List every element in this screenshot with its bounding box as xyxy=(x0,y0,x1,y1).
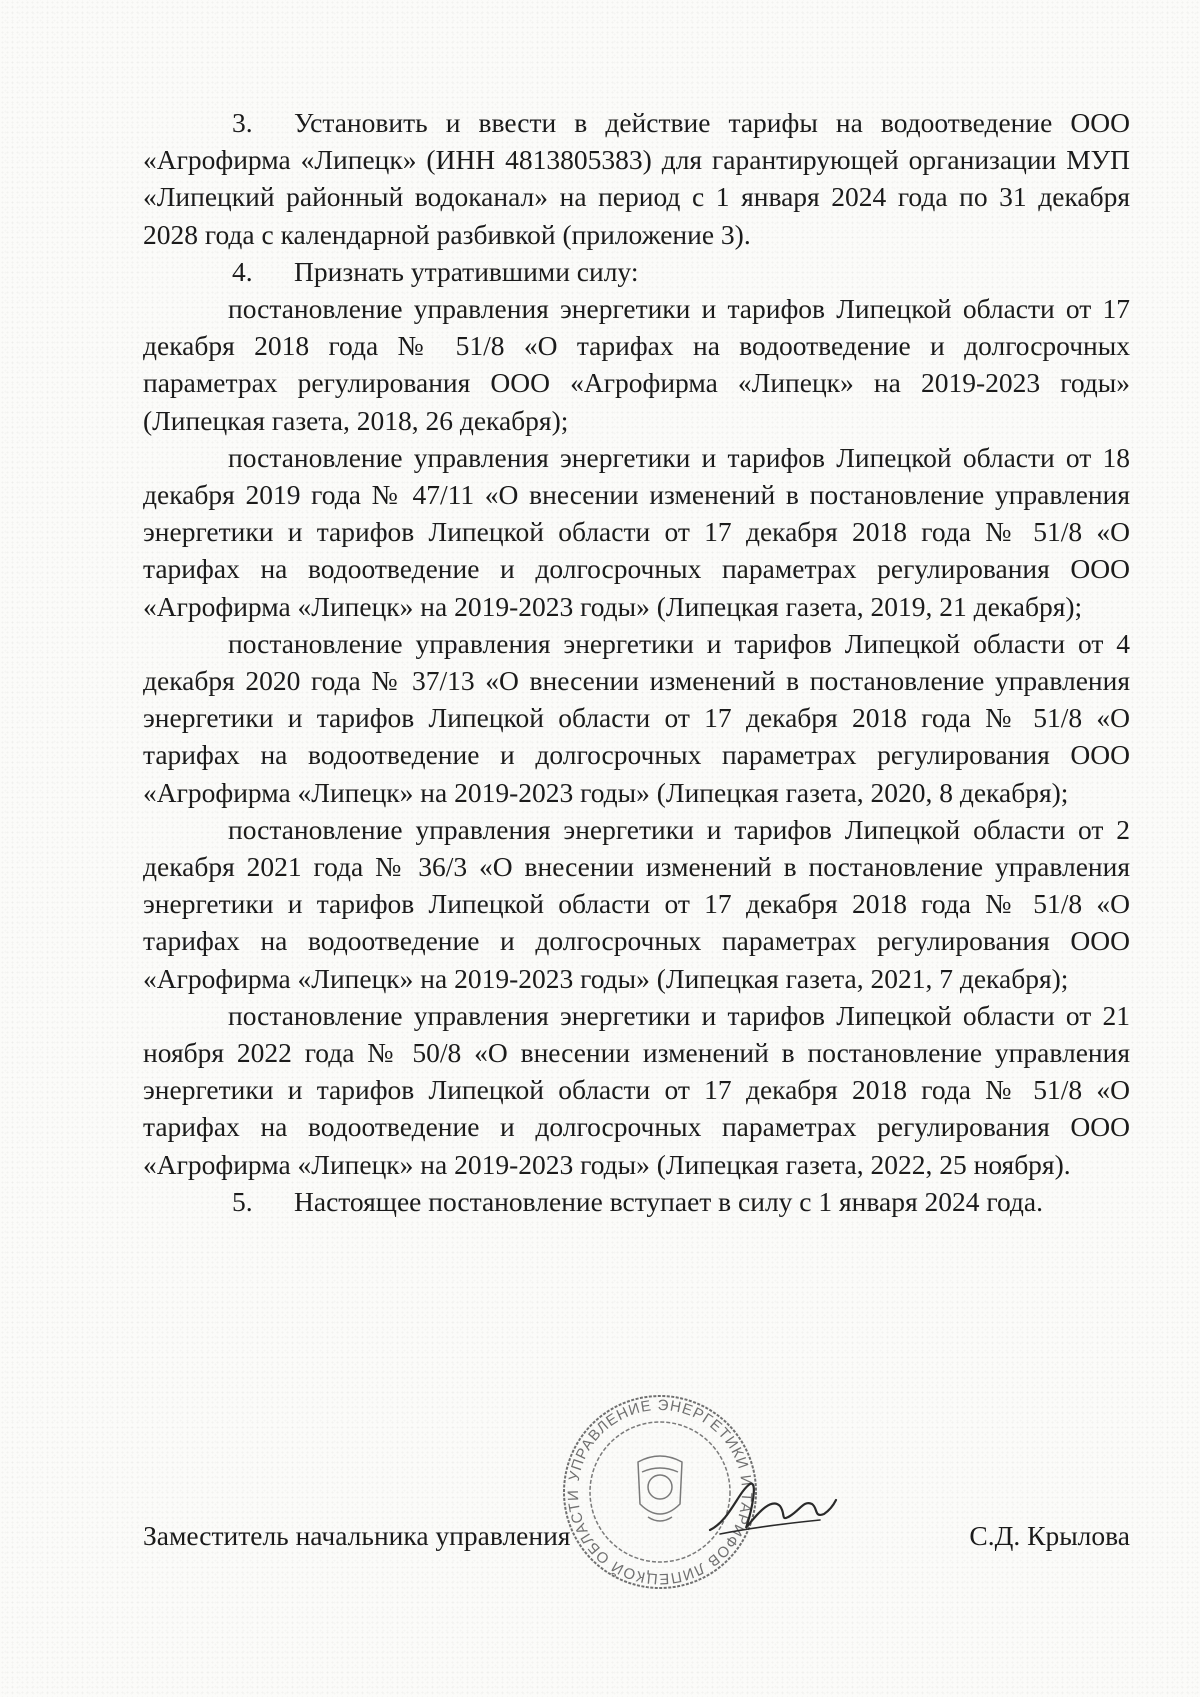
stamp-text: УПРАВЛЕНИЕ ЭНЕРГЕТИКИ И ТАРИФОВ ЛИПЕЦКОЙ ОБЛАСТИ xyxy=(564,1396,756,1588)
item-text: Признать утратившими силу: xyxy=(294,255,639,287)
repealed-resolution-4: постановление управления энергетики и тарифов Липецкой области от 2 декабря 2021 года № 36/3 «О внесении изменений в постановление управления энергетики и тарифов Липецкой области от 17 декабря 2018 года № 51/8 «О тарифах на водоотведение и долгосрочных параметрах регулирования ООО «Агрофирма «Липецк» на 2019-2023 годы» (Липецкая газета, 2021, 7 декабря); xyxy=(143,813,1130,994)
document-body xyxy=(143,104,1130,1220)
item-text: Установить и ввести в действие тарифы на водоотведение ООО «Агрофирма «Липецк» (ИНН 4813805383) для гарантирующей организации МУП «Липецкий районный водоканал» на период с 1 января 2024 года по 31 декабря 2028 года с календарной разбивкой (приложение 3). xyxy=(143,107,1130,250)
item-4 xyxy=(143,253,1130,290)
repealed-resolution-1: постановление управления энергетики и тарифов Липецкой области от 17 декабря 2018 года № 51/8 «О тарифах на водоотведение и долгосрочных параметрах регулирования ООО «Агрофирма «Липецк» на 2019-2023 годы» (Липецкая газета, 2018, 26 декабря); xyxy=(143,293,1130,436)
item-number: 5. xyxy=(232,1185,253,1217)
signer-name: С.Д. Крылова xyxy=(969,1520,1130,1551)
handwritten-signature xyxy=(700,1470,840,1550)
item-text: Настоящее постановление вступает в силу с 1 января 2024 года. xyxy=(294,1185,1043,1217)
item-5 xyxy=(143,1183,1130,1220)
repealed-resolution-2: постановление управления энергетики и тарифов Липецкой области от 18 декабря 2019 года № 47/11 «О внесении изменений в постановление управления энергетики и тарифов Липецкой области от 17 декабря 2018 года № 51/8 «О тарифах на водоотведение и долгосрочных параметрах регулирования ООО «Агрофирма «Липецк» на 2019-2023 годы» (Липецкая газета, 2019, 21 декабря); xyxy=(143,441,1130,622)
item-number: 4. xyxy=(232,255,253,287)
repealed-resolution-3: постановление управления энергетики и тарифов Липецкой области от 4 декабря 2020 года № 37/13 «О внесении изменений в постановление управления энергетики и тарифов Липецкой области от 17 декабря 2018 года № 51/8 «О тарифах на водоотведение и долгосрочных параметрах регулирования ООО «Агрофирма «Липецк» на 2019-2023 годы» (Липецкая газета, 2020, 8 декабря); xyxy=(143,627,1130,808)
coat-of-arms-icon xyxy=(638,1456,682,1521)
item-number: 3. xyxy=(232,107,253,138)
item-3 xyxy=(143,104,1130,253)
signer-position: Заместитель начальника управления xyxy=(143,1520,571,1551)
repealed-resolution-5: постановление управления энергетики и тарифов Липецкой области от 21 ноября 2022 года № 50/8 «О внесении изменений в постановление управления энергетики и тарифов Липецкой области от 17 декабря 2018 года № 51/8 «О тарифах на водоотведение и долгосрочных параметрах регулирования ООО «Агрофирма «Липецк» на 2019-2023 годы» (Липецкая газета, 2022, 25 ноября). xyxy=(143,999,1130,1180)
